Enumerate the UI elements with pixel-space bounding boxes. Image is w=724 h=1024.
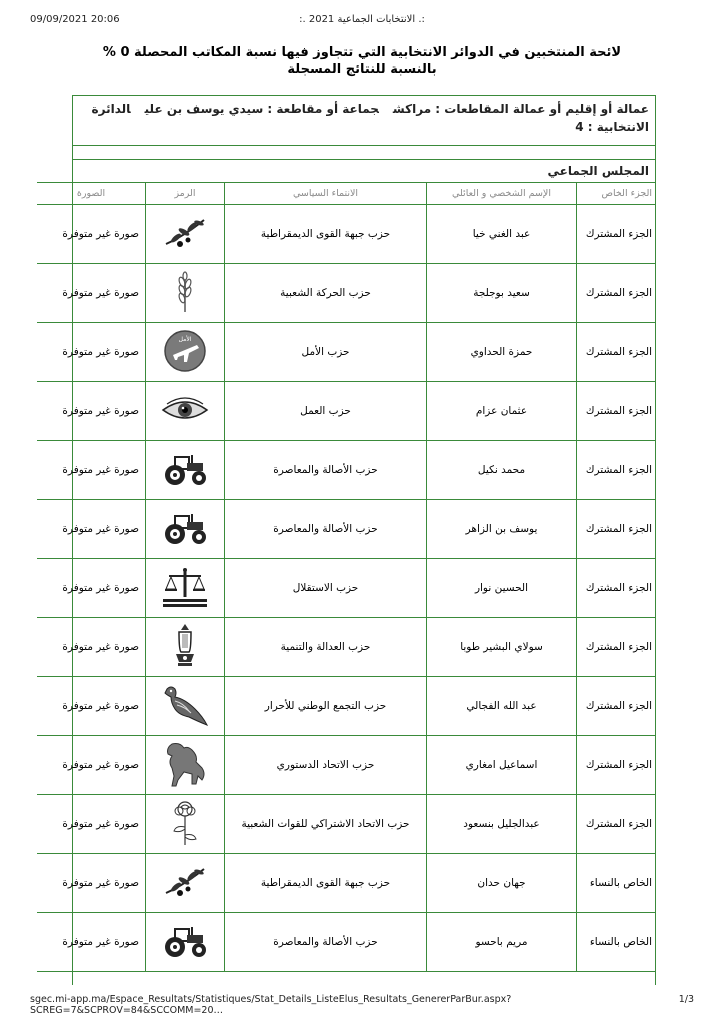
member-party: حزب الاستقلال bbox=[225, 559, 427, 618]
member-seat-type: الجزء المشترك bbox=[577, 264, 656, 323]
member-name: اسماعيل امغاري bbox=[427, 736, 577, 795]
eye-icon bbox=[161, 398, 209, 425]
svg-text:الأمل: الأمل bbox=[178, 335, 192, 343]
col-header-name: الإسم الشخصي و العائلي bbox=[427, 183, 577, 205]
table-row bbox=[37, 500, 655, 559]
member-seat-type: الجزء المشترك bbox=[577, 205, 656, 264]
member-seat-type: الجزء المشترك bbox=[577, 382, 656, 441]
region-info bbox=[73, 96, 655, 146]
member-seat-type: الجزء المشترك bbox=[577, 736, 656, 795]
member-party: حزب الاتحاد الدستوري bbox=[225, 736, 427, 795]
party-symbol bbox=[146, 323, 225, 382]
member-photo: صورة غير متوفرة bbox=[37, 795, 146, 854]
page-number: 1/3 bbox=[678, 994, 694, 1005]
member-name: الحسين نوار bbox=[427, 559, 577, 618]
council-heading: المجلس الجماعي bbox=[547, 164, 649, 178]
member-photo: صورة غير متوفرة bbox=[37, 382, 146, 441]
member-name: عثمان عزام bbox=[427, 382, 577, 441]
member-photo: صورة غير متوفرة bbox=[37, 854, 146, 913]
party-symbol bbox=[146, 559, 225, 618]
rose-icon bbox=[168, 799, 202, 850]
member-name: سعيد بوجلجة bbox=[427, 264, 577, 323]
horse-icon bbox=[162, 740, 208, 791]
member-seat-type: الجزء المشترك bbox=[577, 618, 656, 677]
member-seat-type: الجزء المشترك bbox=[577, 559, 656, 618]
table-header-row bbox=[37, 183, 655, 205]
tractor-icon bbox=[161, 451, 209, 490]
tractor-icon bbox=[161, 510, 209, 549]
member-name: يوسف بن الزاهر bbox=[427, 500, 577, 559]
member-seat-type: الجزء المشترك bbox=[577, 677, 656, 736]
party-symbol bbox=[146, 736, 225, 795]
scales-icon bbox=[161, 565, 209, 612]
member-name: مريم باحسو bbox=[427, 913, 577, 972]
table-row bbox=[37, 382, 655, 441]
member-seat-type: الجزء المشترك bbox=[577, 795, 656, 854]
table-row bbox=[37, 205, 655, 264]
table-row bbox=[37, 854, 655, 913]
lamp-icon bbox=[170, 622, 200, 673]
member-party: حزب الأصالة والمعاصرة bbox=[225, 500, 427, 559]
table-row bbox=[37, 618, 655, 677]
member-photo: صورة غير متوفرة bbox=[37, 205, 146, 264]
member-photo: صورة غير متوفرة bbox=[37, 618, 146, 677]
member-seat-type: الجزء المشترك bbox=[577, 500, 656, 559]
document-title bbox=[60, 44, 664, 78]
member-photo: صورة غير متوفرة bbox=[37, 264, 146, 323]
elected-members-table bbox=[37, 182, 655, 972]
member-party: حزب العمل bbox=[225, 382, 427, 441]
member-party: حزب العدالة والتنمية bbox=[225, 618, 427, 677]
member-party: حزب الأصالة والمعاصرة bbox=[225, 441, 427, 500]
wheat-icon bbox=[170, 270, 200, 317]
member-name: عبدالجليل بنسعود bbox=[427, 795, 577, 854]
table-row bbox=[37, 795, 655, 854]
table-row bbox=[37, 323, 655, 382]
member-name: جهان حدان bbox=[427, 854, 577, 913]
member-seat-type: الجزء المشترك bbox=[577, 441, 656, 500]
member-party: حزب التجمع الوطني للأحرار bbox=[225, 677, 427, 736]
member-party: حزب الأمل bbox=[225, 323, 427, 382]
party-symbol bbox=[146, 913, 225, 972]
col-header-part: الجزء الخاص bbox=[577, 183, 656, 205]
party-symbol bbox=[146, 500, 225, 559]
member-party: حزب جبهة القوى الديمقراطية bbox=[225, 205, 427, 264]
party-symbol bbox=[146, 205, 225, 264]
party-symbol bbox=[146, 441, 225, 500]
page-url: sgec.mi-app.ma/Espace_Resultats/Statistiques/Stat_Details_ListeElus_Resultats_GenererParBur.aspx?SCREG=7&SCPROV=84&SCCOMM=20… bbox=[30, 994, 512, 1016]
table-row bbox=[37, 913, 655, 972]
member-name: محمد نكيل bbox=[427, 441, 577, 500]
bird-icon bbox=[161, 683, 209, 730]
member-photo: صورة غير متوفرة bbox=[37, 441, 146, 500]
member-name: عبد الغني خيا bbox=[427, 205, 577, 264]
member-photo: صورة غير متوفرة bbox=[37, 677, 146, 736]
olive-branch-icon bbox=[162, 214, 208, 255]
table-row bbox=[37, 441, 655, 500]
member-party: حزب الاتحاد الاشتراكي للقوات الشعبية bbox=[225, 795, 427, 854]
tractor-icon bbox=[161, 923, 209, 962]
table-row bbox=[37, 677, 655, 736]
document-title-line2: بالنسبة للنتائج المسجلة bbox=[287, 62, 437, 77]
col-header-symbol: الرمز bbox=[146, 183, 225, 205]
col-header-party: الانتماء السياسي bbox=[225, 183, 427, 205]
member-party: حزب جبهة القوى الديمقراطية bbox=[225, 854, 427, 913]
print-page-title: :. الانتخابات الجماعية 2021 .: bbox=[299, 14, 425, 25]
table-row bbox=[37, 559, 655, 618]
party-symbol bbox=[146, 618, 225, 677]
party-symbol bbox=[146, 382, 225, 441]
member-seat-type: الخاص بالنساء bbox=[577, 854, 656, 913]
party-symbol bbox=[146, 264, 225, 323]
member-photo: صورة غير متوفرة bbox=[37, 913, 146, 972]
party-symbol bbox=[146, 795, 225, 854]
print-header bbox=[0, 14, 724, 28]
table-row bbox=[37, 736, 655, 795]
member-seat-type: الخاص بالنساء bbox=[577, 913, 656, 972]
member-seat-type: الجزء المشترك bbox=[577, 323, 656, 382]
party-symbol bbox=[146, 677, 225, 736]
member-name: سولاي البشير طوبا bbox=[427, 618, 577, 677]
member-photo: صورة غير متوفرة bbox=[37, 559, 146, 618]
col-header-photo: الصورة bbox=[37, 183, 146, 205]
member-party: حزب الحركة الشعبية bbox=[225, 264, 427, 323]
member-name: عبد الله الفجالي bbox=[427, 677, 577, 736]
spacer-row bbox=[73, 146, 655, 160]
member-party: حزب الأصالة والمعاصرة bbox=[225, 913, 427, 972]
print-datetime: 09/09/2021 20:06 bbox=[30, 14, 120, 25]
member-photo: صورة غير متوفرة bbox=[37, 500, 146, 559]
member-name: حمزة الحداوي bbox=[427, 323, 577, 382]
olive-branch-icon bbox=[162, 863, 208, 904]
member-photo: صورة غير متوفرة bbox=[37, 736, 146, 795]
prefecture-label: عمالة أو إقليم أو عمالة المقاطعات : مراكش bbox=[392, 102, 649, 116]
member-photo: صورة غير متوفرة bbox=[37, 323, 146, 382]
commune-label: جماعة أو مقاطعة : سيدي يوسف بن علي bbox=[144, 102, 379, 116]
district-label: الدائرة الانتخابية : 4 bbox=[91, 102, 649, 134]
table-row bbox=[37, 264, 655, 323]
airplane-icon bbox=[163, 329, 207, 376]
party-symbol bbox=[146, 854, 225, 913]
results-frame bbox=[62, 95, 656, 985]
table-body bbox=[37, 205, 655, 972]
document-title-line1: لائحة المنتخبين في الدوائر الانتخابية التي تتجاوز فيها نسبة المكاتب المحصلة 0 % bbox=[102, 45, 622, 60]
